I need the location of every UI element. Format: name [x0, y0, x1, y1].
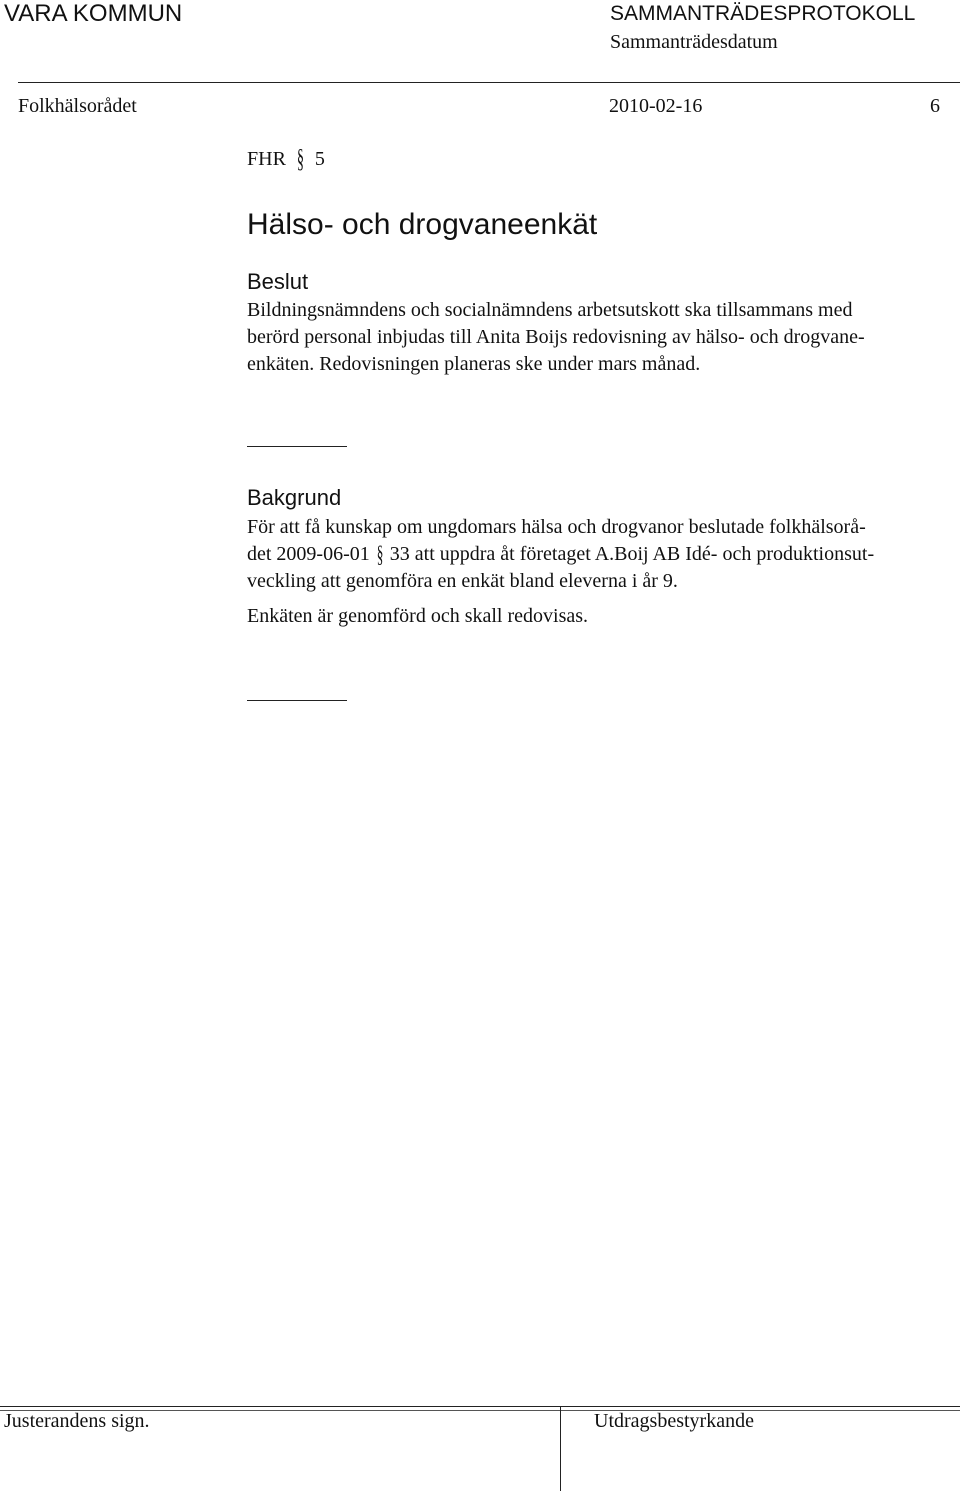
beslut-line: Bildningsnämndens och socialnämndens arbetsutskott ska tillsammans med: [247, 299, 853, 321]
meeting-date: 2010-02-16: [609, 95, 703, 117]
header-rule: [18, 82, 960, 83]
bakgrund-line: [247, 541, 960, 568]
separator-line: [247, 700, 347, 701]
beslut-line: berörd personal inbjudas till Anita Boijs redovisning av hälso- och drogvane-: [247, 326, 865, 348]
item-reference: [247, 146, 325, 172]
item-number: 5: [314, 148, 325, 170]
bakgrund-continuation: 33 att uppdra åt företaget A.Boij AB Idé- och produktionsut-: [389, 543, 875, 565]
footer-rule: [0, 1406, 960, 1407]
org-name: VARA KOMMUN: [4, 0, 183, 27]
page-number: 6: [930, 95, 940, 117]
body-name: Folkhälsorådet: [18, 95, 137, 117]
beslut-heading: Beslut: [247, 269, 309, 294]
beslut-line: enkäten. Redovisningen planeras ske under mars månad.: [247, 353, 701, 375]
item-prefix: FHR: [247, 148, 286, 170]
bakgrund-date: det 2009-06-01: [247, 543, 370, 565]
bakgrund-text: [247, 514, 960, 595]
date-label: Sammanträdesdatum: [610, 31, 778, 53]
section-symbol: §: [296, 144, 304, 173]
footer-divider: [560, 1406, 561, 1491]
bakgrund-line: För att få kunskap om ungdomars hälsa och drogvanor beslutade folkhälsorå-: [247, 516, 866, 538]
bakgrund-line: veckling att genomföra en enkät bland eleverna i år 9.: [247, 570, 678, 592]
utdragsbestyrkande-label: Utdragsbestyrkande: [594, 1410, 754, 1432]
separator-line: [247, 446, 347, 447]
item-title: Hälso- och drogvaneenkät: [247, 208, 598, 241]
beslut-text: [247, 297, 937, 378]
enkat-paragraph: Enkäten är genomförd och skall redovisas.: [247, 605, 589, 627]
section-symbol: §: [376, 542, 384, 568]
document-type: SAMMANTRÄDESPROTOKOLL: [610, 2, 916, 25]
justerandens-sign-label: Justerandens sign.: [4, 1410, 150, 1432]
bakgrund-heading: Bakgrund: [247, 485, 342, 510]
